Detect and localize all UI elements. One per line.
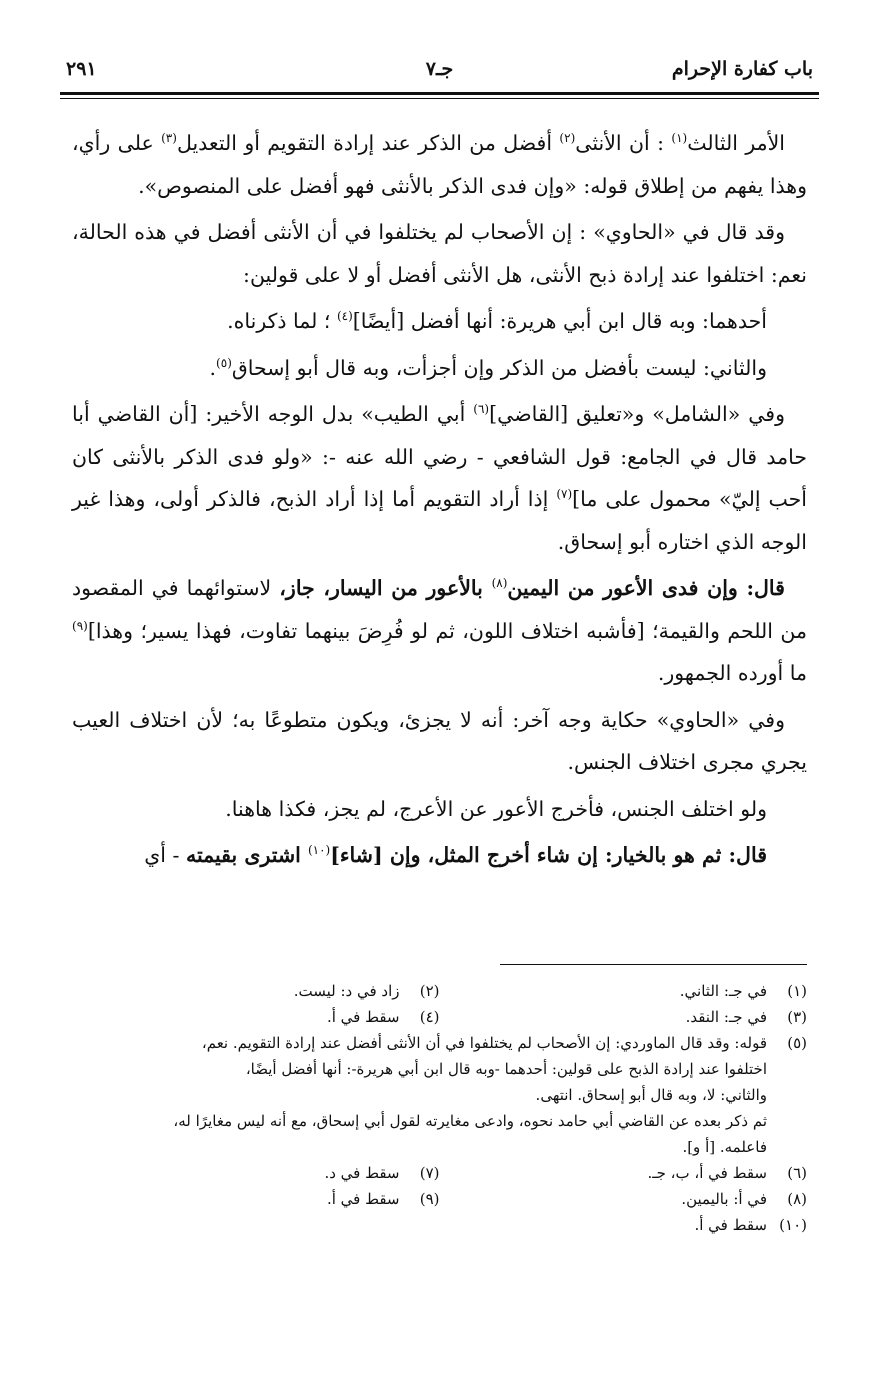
footnote-8 (440, 1186, 808, 1212)
footnote-line: اختلفوا عند إرادة الذبح على قولين: أحدهما -وبه قال ابن أبي هريرة-: أنها أفضل أيضًا، (245, 1060, 767, 1078)
paragraph-2: وقد قال في «الحاوي» : إن الأصحاب لم يختلفوا في أن الأنثى أفضل في هذه الحالة، نعم: اختلفوا عند إرادة ذبح الأنثى، هل الأنثى أفضل أو لا على قولين: (72, 220, 807, 287)
footnote-3 (440, 1004, 808, 1030)
footnote-number: (١٠) (779, 1216, 807, 1234)
footnote-line: قوله: وقد قال الماوردي: إن الأصحاب لم يختلفوا في أن الأنثى أفضل عند إرادة التقويم. نعم، (201, 1034, 767, 1052)
footnote-7 (72, 1160, 440, 1186)
text-run: أبي الطيب» بدل الوجه الأخير: [أن القاضي أبا حامد قال في الجامع: قول الشافعي - رضي الله عنه -: «ولو فدى الذكر بالأنثى كان أحب إليّ» محمول على ما] (72, 402, 807, 511)
footnote-number: (١) (787, 982, 807, 1000)
footnote-line: فاعلمه. [أ و]. (682, 1138, 767, 1156)
footnote-number: (٥) (787, 1034, 807, 1052)
text-run-bold: قال: ثم هو بالخيار: إن شاء أخرج المثل، وإن [شاء] (330, 843, 767, 867)
footnote-ref-9[interactable]: (٩) (72, 618, 88, 633)
header-rule-thin (60, 98, 819, 99)
paragraph-5 (72, 393, 807, 563)
text-run: والثاني: ليست بأفضل من الذكر وإن أجزأت، وبه قال أبو إسحاق (231, 355, 767, 380)
footnote-number: (٧) (419, 1164, 440, 1182)
footnote-ref-3[interactable]: (٣) (161, 131, 177, 146)
footnote-text: في جـ: النقد. (685, 1008, 767, 1026)
footnote-10 (440, 1212, 808, 1238)
paragraph-3 (72, 300, 807, 343)
text-run: ؛ لما ذكرناه. (227, 309, 337, 333)
text-run: ما أورده الجمهور. (657, 661, 807, 685)
footnote-text: زاد في د: ليست. (293, 982, 400, 1000)
footnote-number: (٩) (419, 1190, 440, 1208)
footnote-ref-2[interactable]: (٢) (559, 131, 576, 146)
footnote-row (72, 1212, 807, 1238)
footnote-ref-5[interactable]: (٥) (216, 355, 232, 370)
footnote-4 (72, 1004, 440, 1030)
paragraph-9 (72, 834, 807, 877)
footnote-row (72, 1160, 807, 1186)
footnote-text: سقط في أ. (694, 1216, 767, 1234)
chapter-title: باب كفارة الإحرام (671, 58, 813, 80)
footnote-row (72, 1004, 807, 1030)
text-run: الأمر الثالث (687, 131, 785, 155)
text-run: إذا أراد التقويم أما إذا أراد الذبح، فالذكر أولى، وهذا غير الوجه الذي اختاره أبو إسحاق. (72, 487, 807, 554)
text-run-bold: اشترى بقيمته (185, 843, 308, 867)
footnote-ref-6[interactable]: (٦) (473, 402, 490, 417)
footnote-ref-10[interactable]: (١٠) (307, 843, 331, 858)
footnote-9 (72, 1186, 440, 1212)
footnote-number: (٤) (419, 1008, 440, 1026)
paragraph-4 (72, 347, 807, 390)
footnote-5 (72, 1030, 807, 1160)
paragraph-6 (72, 567, 807, 695)
footnote-ref-1[interactable]: (١) (671, 131, 688, 146)
footnotes (72, 978, 807, 1238)
footnote-separator (500, 964, 807, 965)
text-run: أحدهما: وبه قال ابن أبي هريرة: أنها أفضل [أيضًا] (352, 309, 767, 333)
text-run-bold: قال: وإن فدى الأعور من اليمين (507, 576, 785, 600)
text-run: وفي «الشامل» و«تعليق [القاضي] (489, 402, 786, 426)
footnote-text: في أ: باليمين. (681, 1190, 767, 1208)
text-run: : أن الأنثى (575, 131, 672, 155)
footnote-row (72, 978, 807, 1004)
footnote-text: في جـ: الثاني. (679, 982, 767, 1000)
volume-label: جـ٧ (425, 58, 454, 80)
text-run: - أي (144, 843, 186, 867)
running-header (60, 56, 819, 90)
footnote-number: (٢) (419, 982, 440, 1000)
main-text (72, 122, 807, 881)
footnote-1 (440, 978, 808, 1004)
text-run: أفضل من الذكر عند إرادة التقويم أو التعديل (176, 131, 560, 155)
footnote-ref-7[interactable]: (٧) (556, 487, 573, 502)
footnote-ref-8[interactable]: (٨) (491, 576, 508, 591)
paragraph-1 (72, 122, 807, 207)
header-rule-thick (60, 92, 819, 95)
footnote-line: والثاني: لا، وبه قال أبو إسحاق. انتهى. (535, 1086, 767, 1104)
footnote-text (72, 1030, 767, 1160)
footnote-6 (440, 1160, 808, 1186)
footnote-line: ثم ذكر بعده عن القاضي أبي حامد نحوه، وادعى مغايرته لقول أبي إسحاق، مع أنه ليس مغايرًا له، (173, 1112, 767, 1130)
footnote-row (72, 1186, 807, 1212)
paragraph-7: وفي «الحاوي» حكاية وجه آخر: أنه لا يجزئ، ويكون متطوعًا به؛ لأن اختلاف العيب يجري مجرى اختلاف الجنس. (72, 707, 807, 774)
footnote-text: سقط في د. (324, 1164, 400, 1182)
text-run: لاستوائهما في المقصود من اللحم والقيمة؛ [فأشبه اختلاف اللون، ثم لو فُرِضَ بينهما تفاوت، فهذا يسير؛ وهذا] (72, 576, 807, 643)
paragraph-8: ولو اختلف الجنس، فأخرج الأعور عن الأعرج، لم يجز، فكذا هاهنا. (225, 796, 767, 821)
footnote-number: (٦) (787, 1164, 807, 1182)
footnote-text: سقط في أ. (326, 1008, 400, 1026)
footnote-ref-4[interactable]: (٤) (336, 309, 353, 324)
footnote-2 (72, 978, 440, 1004)
text-run-bold: بالأعور من اليسار، جاز، (279, 576, 492, 600)
text-run: . (209, 355, 217, 380)
footnote-number: (٨) (787, 1190, 807, 1208)
text-run: على رأي، وهذا يفهم من إطلاق قوله: «وإن فدى الذكر بالأنثى فهو أفضل على المنصوص». (72, 131, 807, 198)
page-number: ٢٩١ (66, 58, 97, 80)
footnote-number: (٣) (787, 1008, 807, 1026)
footnote-text: سقط في أ، ب، جـ. (647, 1164, 767, 1182)
footnote-text: سقط في أ. (326, 1190, 400, 1208)
